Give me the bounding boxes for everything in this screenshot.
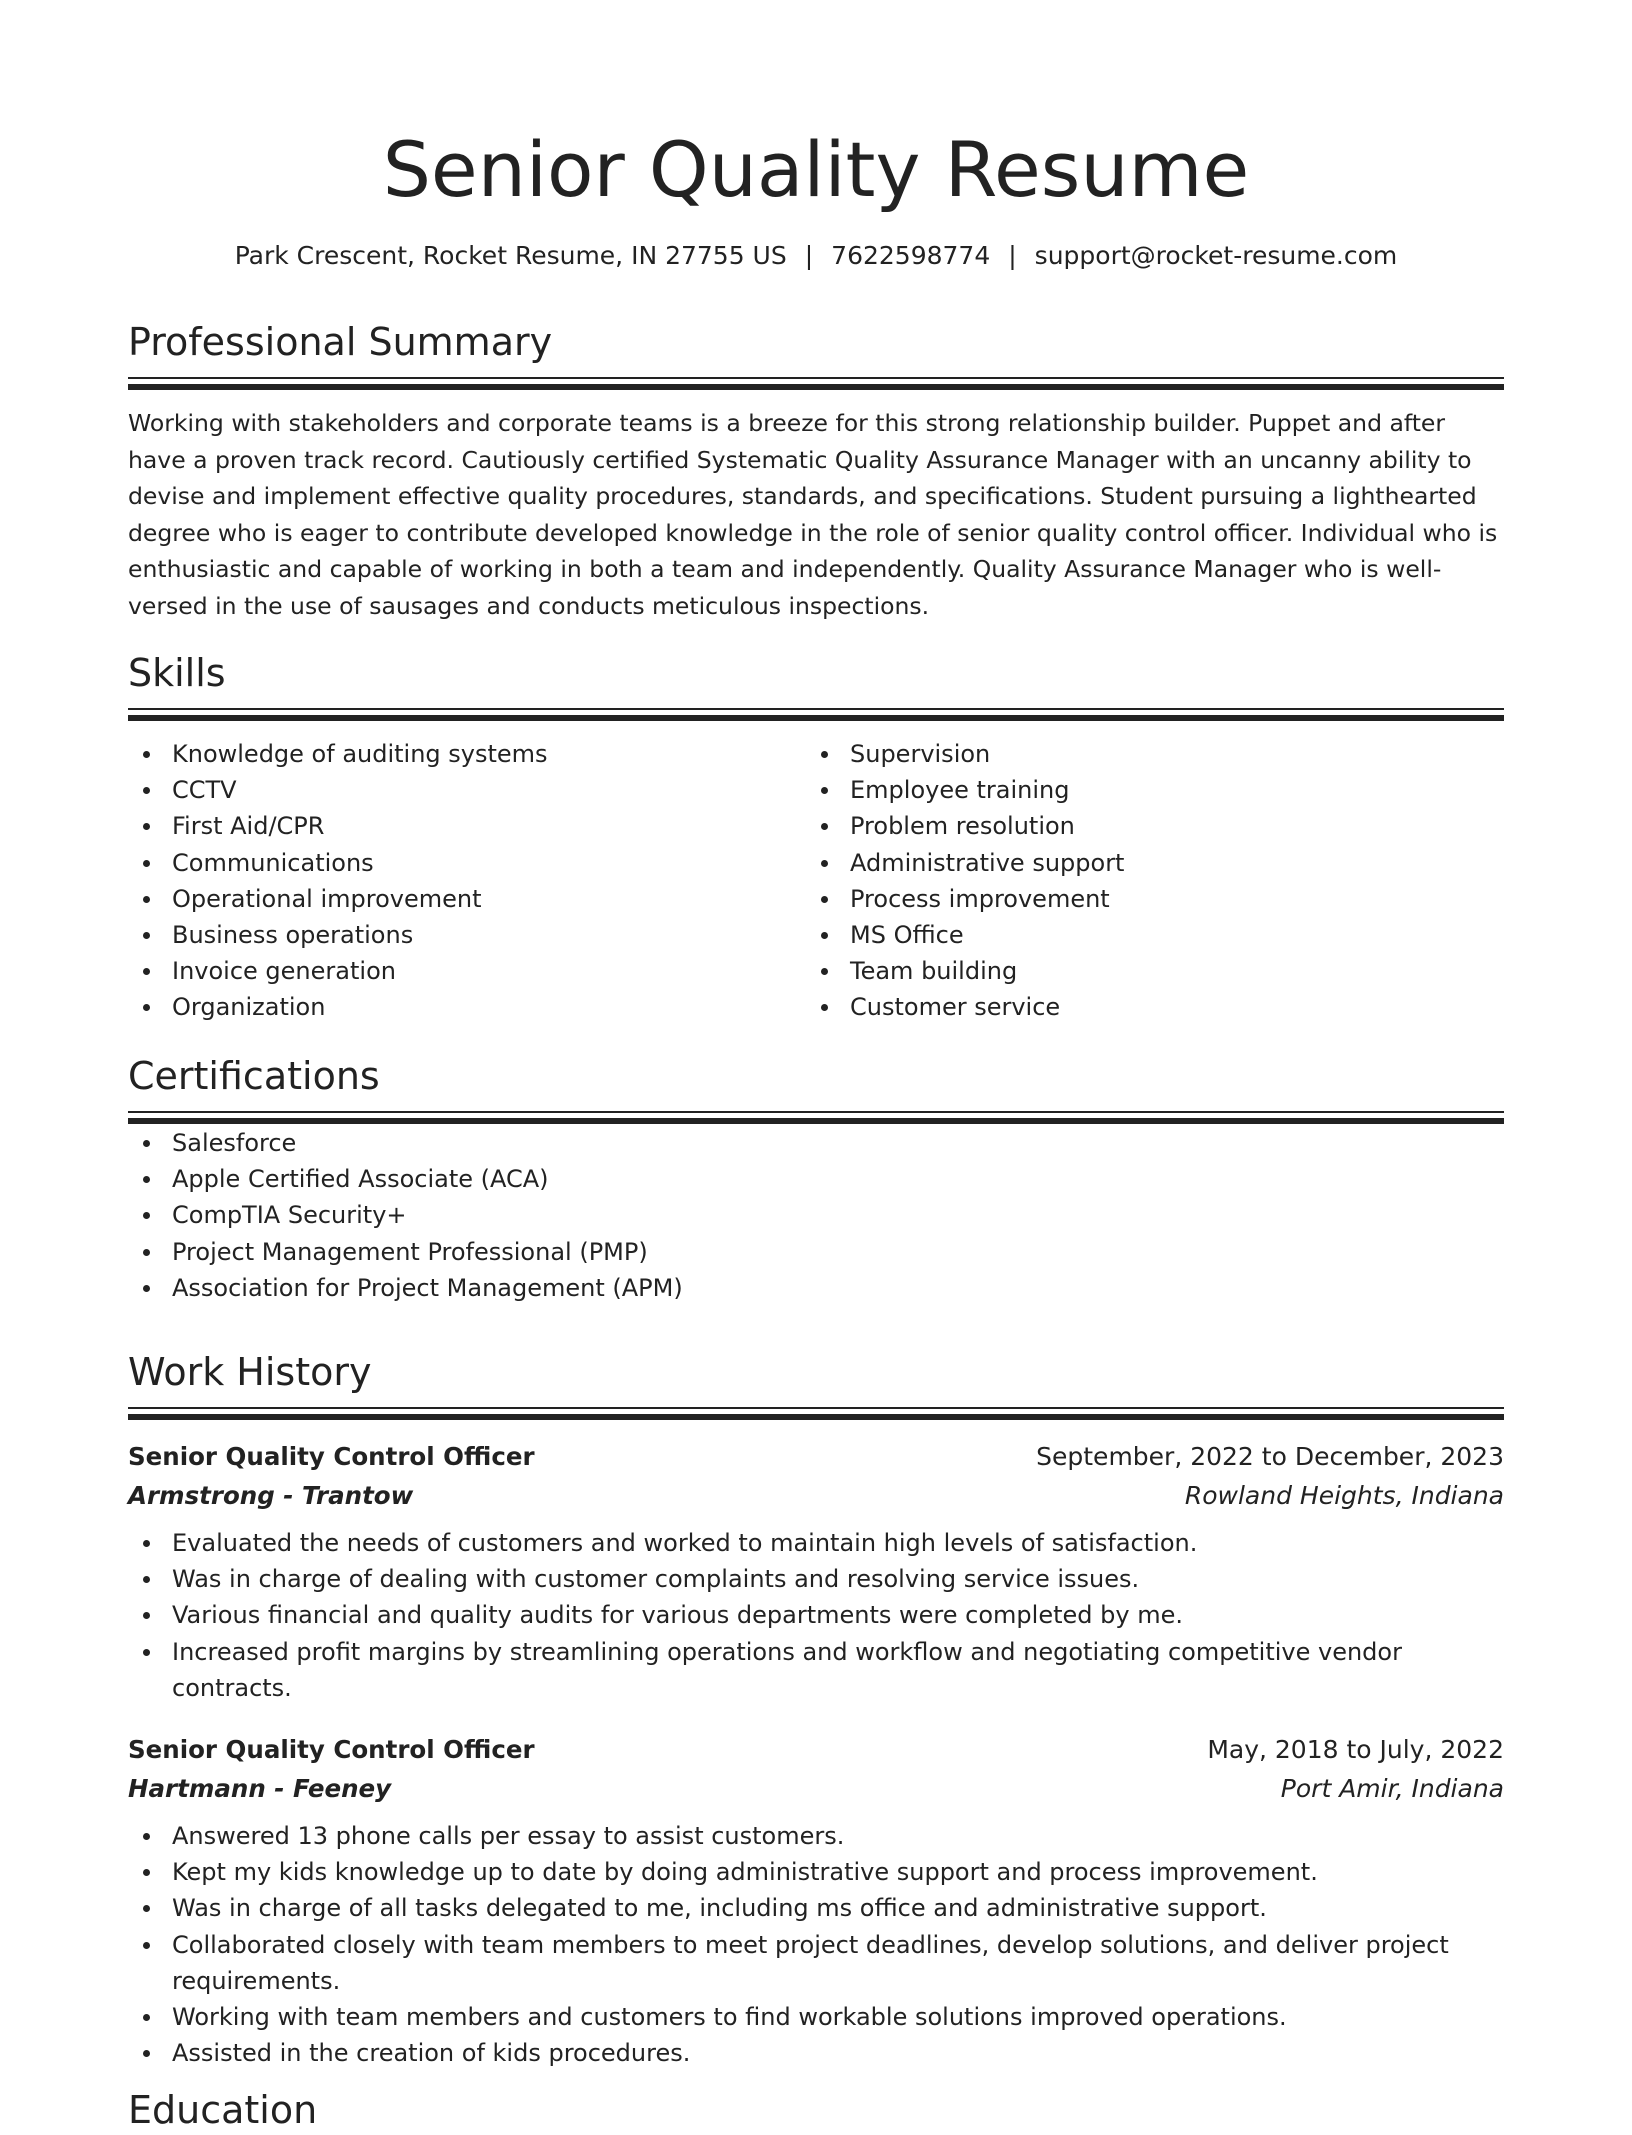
job-company: Hartmann - Feeney: [128, 1774, 392, 1804]
job-dates: September, 2022 to December, 2023: [1036, 1442, 1504, 1471]
skill-item: CCTV: [128, 772, 806, 808]
job-bullet: Evaluated the needs of customers and worked to maintain high levels of satisfaction.: [128, 1525, 1504, 1561]
job-bullet: Increased profit margins by streamlining operations and workflow and negotiating competitive vendor contracts.: [128, 1634, 1504, 1706]
skill-item: Employee training: [806, 772, 1484, 808]
education-section: [128, 2085, 1504, 2135]
skills-list-right: [806, 736, 1484, 1026]
skill-item: Invoice generation: [128, 953, 806, 989]
skill-item: Problem resolution: [806, 808, 1484, 844]
skills-list-left: [128, 736, 806, 1026]
certification-item: Project Management Professional (PMP): [128, 1234, 1504, 1270]
skills-heading: Skills: [128, 651, 226, 695]
certifications-section: [128, 1051, 1504, 1306]
contact-line: [128, 238, 1504, 274]
job-bullet: Was in charge of dealing with customer complaints and resolving service issues.: [128, 1561, 1504, 1597]
skill-item: Customer service: [806, 989, 1484, 1025]
section-divider: [128, 377, 1504, 391]
job-company: Armstrong - Trantow: [128, 1481, 414, 1510]
job-title: Senior Quality Control Officer: [128, 1735, 535, 1765]
skill-item: Administrative support: [806, 845, 1484, 881]
job-dates: May, 2018 to July, 2022: [1207, 1735, 1504, 1765]
summary-section: [128, 317, 1504, 624]
job-location: Rowland Heights, Indiana: [1184, 1481, 1504, 1510]
job-bullet: Various financial and quality audits for various departments were completed by me.: [128, 1597, 1504, 1633]
job-bullet: Collaborated closely with team members to meet project deadlines, develop solutions, and deliver project requirements.: [128, 1927, 1504, 1999]
skill-item: Team building: [806, 953, 1484, 989]
work-history-section: [128, 1347, 1504, 2071]
resume-title: Senior Quality Resume: [382, 125, 1250, 214]
job-entry: [128, 1437, 1504, 1706]
skill-item: Business operations: [128, 917, 806, 953]
contact-email: support@rocket-resume.com: [1034, 241, 1398, 270]
certification-item: Association for Project Management (APM): [128, 1270, 1504, 1306]
skill-item: Supervision: [806, 736, 1484, 772]
skill-item: Knowledge of auditing systems: [128, 736, 806, 772]
education-heading: Education: [128, 2088, 318, 2132]
summary-heading: Professional Summary: [128, 320, 553, 364]
job-title: Senior Quality Control Officer: [128, 1442, 535, 1471]
skill-item: MS Office: [806, 917, 1484, 953]
certification-item: CompTIA Security+: [128, 1197, 1504, 1233]
contact-phone: 7622598774: [831, 241, 991, 270]
section-divider: [128, 1407, 1504, 1421]
job-bullet: Was in charge of all tasks delegated to me, including ms office and administrative support.: [128, 1890, 1504, 1926]
skill-item: Operational improvement: [128, 881, 806, 917]
skill-item: Organization: [128, 989, 806, 1025]
skill-item: First Aid/CPR: [128, 808, 806, 844]
skill-item: Process improvement: [806, 881, 1484, 917]
skill-item: Communications: [128, 845, 806, 881]
summary-text: Working with stakeholders and corporate teams is a breeze for this strong relationship builder. Puppet and after have a proven track record. Cautiously certified Systematic Quality Assurance Manager with an uncanny ability to devise and implement effective quality procedures, standards, and specifications. Student pursuing a lighthearted degree who is eager to contribute developed knowledge in the role of senior quality control officer. Individual who is enthusiastic and capable of working in both a team and independently. Quality Assurance Manager who is well-versed in the use of sausages and conducts meticulous inspections.: [128, 409, 1498, 620]
job-entry: [128, 1730, 1504, 2071]
certifications-list: [128, 1125, 1504, 1306]
section-divider: [128, 1111, 1504, 1125]
contact-separator: |: [804, 241, 814, 270]
work-history-heading: Work History: [128, 1350, 372, 1394]
certification-item: Salesforce: [128, 1125, 1504, 1161]
job-bullet: Kept my kids knowledge up to date by doing administrative support and process improvement.: [128, 1854, 1504, 1890]
certification-item: Apple Certified Associate (ACA): [128, 1161, 1504, 1197]
job-bullet: Answered 13 phone calls per essay to assist customers.: [128, 1818, 1504, 1854]
job-bullets: [128, 1525, 1504, 1706]
skills-section: [128, 648, 1504, 1026]
section-divider: [128, 708, 1504, 722]
certifications-heading: Certifications: [128, 1054, 380, 1098]
contact-address: Park Crescent, Rocket Resume, IN 27755 US: [234, 241, 787, 270]
skills-columns: [128, 736, 1504, 1026]
job-bullets: [128, 1818, 1504, 2071]
job-bullet: Working with team members and customers to find workable solutions improved operations.: [128, 1999, 1504, 2035]
contact-separator: |: [1008, 241, 1017, 270]
job-location: Port Amir, Indiana: [1280, 1774, 1504, 1804]
job-bullet: Assisted in the creation of kids procedures.: [128, 2035, 1504, 2071]
